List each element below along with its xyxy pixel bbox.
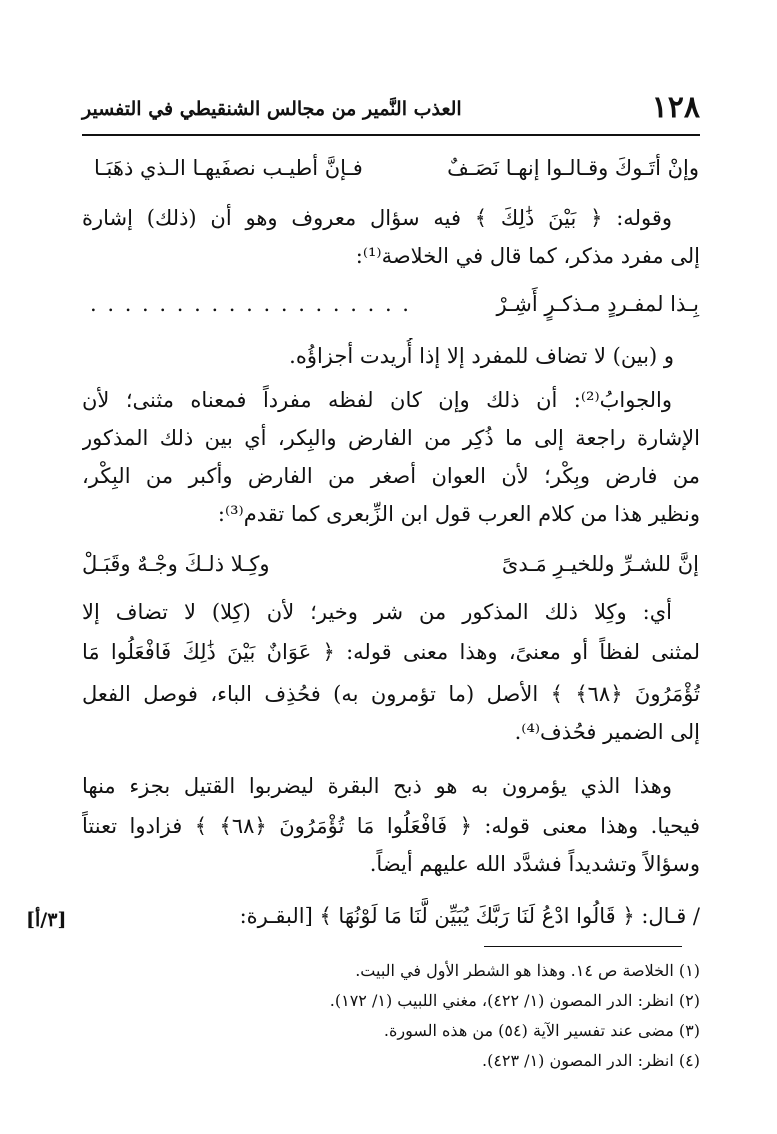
manuscript-folio-marker: [٣/أ]: [26, 909, 67, 931]
footnote-2: (٢) انظر: الدر المصون (١/ ٤٢٢)، مغني اللبيب (١/ ١٧٢).: [329, 991, 700, 1010]
body-line-7: من فارض وبِكْر؛ لأن العوان أصغر من الفارض وأكبر من البِكْر،: [82, 464, 700, 488]
body-line-1: وقوله: ﴿ بَيْنَ ذَٰلِكَ ﴾ فيه سؤال معروف وهو أن (ذلك) إشارة: [82, 206, 672, 230]
book-title: العذب النَّمير من مجالس الشنقيطي في التفسير: [82, 98, 462, 120]
page-number: ١٢٨: [651, 90, 700, 125]
body-line-4: و (بين) لا تضاف للمفرد إلا إذا أُريدت أجزاؤُه.: [289, 344, 674, 368]
body-line-15: فيحيا. وهذا معنى قوله: ﴿ فَافْعَلُوا مَا تُؤْمَرُونَ ﴿٦٨﴾ ﴾ فزادوا تعنتاً: [82, 814, 700, 838]
alfiyya-verse: بِـذا لمفـردٍ مـذكـرٍ أَشِـرْ: [496, 292, 699, 316]
verse2-first-hemistich: إنَّ للشـرِّ وللخيـرِ مَـدىً: [501, 552, 699, 576]
body-line-8: ونظير هذا من كلام العرب قول ابن الزِّبعرى كما تقدم⁽³⁾:: [217, 502, 700, 526]
verse1-second-hemistich: فـإنَّ أطيـب نصفَيهـا الـذي ذهَبَـا: [94, 156, 363, 180]
body-line-17: / قـال: ﴿ قَالُوا ادْعُ لَنَا رَبَّكَ يُبَيِّن لَّنَا مَا لَوْنُهَا ﴾ [البقـرة:: [239, 904, 700, 928]
body-line-6: الإشارة راجعة إلى ما ذُكِر من الفارض والبِكر، أي بين ذلك المذكور: [82, 426, 700, 450]
body-line-16: وسؤالاً وتشديداً فشدَّد الله عليهم أيضاً.: [369, 852, 700, 876]
body-line-12: تُؤْمَرُونَ ﴿٦٨﴾ ﴾ الأصل (ما تؤمرون به) فحُذِف الباء، فوصل الفعل: [82, 682, 700, 706]
body-line-11: لمثنى لفظاً أو معنىً، وهذا معنى قوله: ﴿ عَوَانٌ بَيْنَ ذَٰلِكَ فَافْعَلُوا مَا: [82, 640, 700, 664]
footnote-1: (١) الخلاصة ص ١٤. وهذا هو الشطر الأول في البيت.: [355, 961, 700, 980]
body-line-5: والجوابُ⁽²⁾: أن ذلك وإن كان لفظه مفرداً فمعناه مثنى؛ لأن: [82, 388, 672, 412]
body-line-13: إلى الضمير فحُذف⁽⁴⁾.: [514, 720, 700, 744]
verse2-second-hemistich: وكِـلا ذلـكَ وجْـهٌ وقَبَـلْ: [82, 552, 270, 576]
alfiyya-ellipsis: . . . . . . . . . . . . . . . . . . .: [90, 292, 411, 316]
body-line-2: إلى مفرد مذكر، كما قال في الخلاصة⁽¹⁾:: [355, 244, 700, 268]
footnote-4: (٤) انظر: الدر المصون (١/ ٤٢٣).: [481, 1051, 700, 1070]
page-header: [82, 88, 700, 128]
footnote-3: (٣) مضى عند تفسير الآية (٥٤) من هذه السورة.: [383, 1021, 700, 1040]
footnote-divider: [484, 946, 682, 947]
verse1-first-hemistich: وإنْ أتَـوكَ وقـالـوا إنهـا نَصَـفٌ: [447, 156, 699, 180]
body-line-10: أي: وكِلا ذلك المذكور من شر وخير؛ لأن (كِلا) لا تضاف إلا: [82, 600, 672, 624]
header-divider: [82, 134, 700, 136]
body-line-14: وهذا الذي يؤمرون به هو ذبح البقرة ليضربوا القتيل بجزء منها: [82, 774, 672, 798]
